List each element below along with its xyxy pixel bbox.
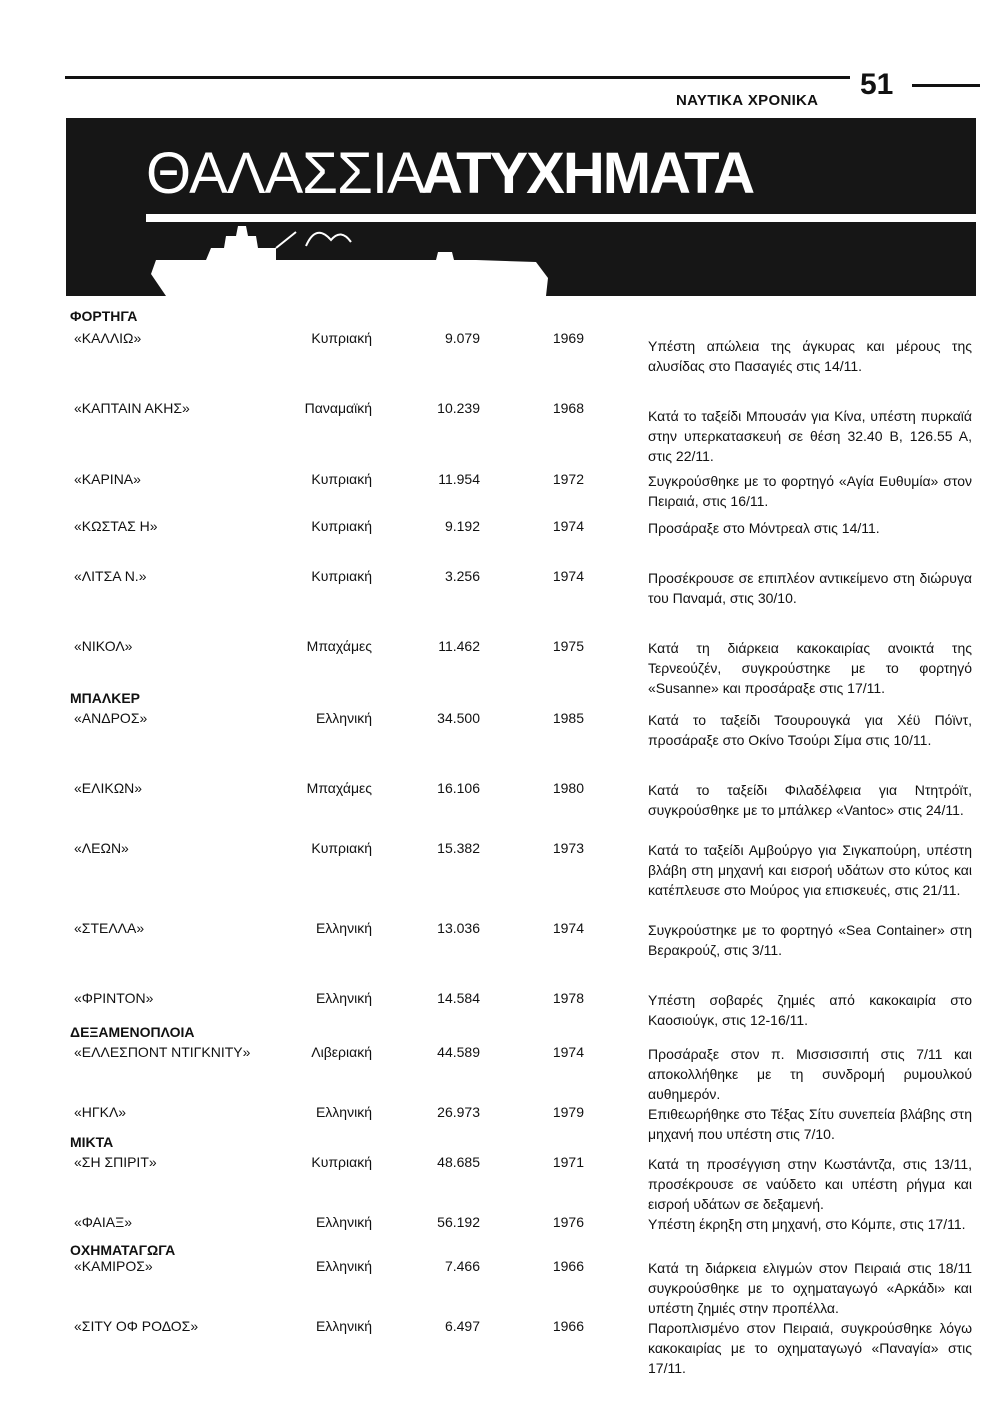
ship-flag: Ελληνική: [315, 1104, 372, 1120]
ship-flag: Ελληνική: [315, 1318, 372, 1334]
page-header: [0, 0, 1000, 110]
ship-name: «ΑΝΔΡΟΣ»: [74, 710, 148, 726]
ship-flag: Ελληνική: [315, 710, 372, 726]
ship-flag: Κυπριακή: [311, 568, 372, 584]
category-bulk: ΜΠΑΛΚΕΡ: [70, 690, 141, 706]
ship-tonnage: 56.192: [437, 1214, 480, 1230]
incident-description: Κατά το ταξείδι Φιλαδέλφεια για Ντητρόϊτ, συγκρούσθηκε με το μπάλκερ «Vantoc» στις 24/11.: [648, 782, 972, 818]
ship-flag: Κυπριακή: [311, 518, 372, 534]
ship-year: 1974: [552, 568, 584, 584]
ship-tonnage: 10.239: [437, 400, 480, 416]
incident-description: Κατά το ταξείδι Τσουρουγκά για Χέϋ Πόϊντ, προσάραξε στο Οκίνο Τσούρι Σίμα στις 10/11.: [648, 712, 972, 748]
ship-name: «ΣΤΕΛΛΑ»: [74, 920, 145, 936]
incident-description: Συγκρούσθηκε με το φορτηγό «Αγία Ευθυμία» στον Πειραιά, στις 16/11.: [648, 473, 972, 509]
title-light: ΘΑΛΑΣΣΙΑ: [146, 141, 425, 206]
ship-flag: Λιβεριακή: [311, 1044, 372, 1060]
ship-tonnage: 3.256: [444, 568, 480, 584]
ship-year: 1975: [552, 638, 584, 654]
title-bold: ΑΤΥΧΗΜΑΤΑ: [421, 141, 754, 206]
ship-year: 1985: [552, 710, 584, 726]
ship-flag: Παναμαϊκή: [304, 400, 372, 416]
incident-description: Κατά το ταξείδι Αμβούργο για Σιγκαπούρη, υπέστη βλάβη στη μηχανή και εισροή υδάτων στο κύτος και κατέπλευσε στο Μούρος για επισκευές, στις 21/11.: [648, 842, 972, 898]
ship-tonnage: 26.973: [437, 1104, 480, 1120]
category-cargo: ΦΟΡΤΗΓΑ: [70, 308, 138, 324]
incident-description: Υπέστη σοβαρές ζημιές από κακοκαιρία στο Καοσιούγκ, στις 12-16/11.: [648, 992, 972, 1028]
ship-name: «ΣΗ ΣΠΙΡΙΤ»: [74, 1154, 157, 1170]
ship-year: 1976: [552, 1214, 584, 1230]
ship-year: 1966: [552, 1258, 584, 1274]
category-mixed: ΜΙΚΤΑ: [70, 1134, 114, 1150]
ship-name: «ΛΕΩΝ»: [74, 840, 129, 856]
header-rule-right: [912, 84, 980, 87]
ship-tonnage: 13.036: [437, 920, 480, 936]
ship-tonnage: 6.497: [444, 1318, 480, 1334]
ship-name: «ΚΑΜΙΡΟΣ»: [74, 1258, 153, 1274]
ship-year: 1974: [552, 518, 584, 534]
ship-name: «ΗΓΚΛ»: [74, 1104, 127, 1120]
ship-name: «ΚΑΛΛΙΩ»: [74, 330, 142, 346]
ship-year: 1980: [552, 780, 584, 796]
page-number: 51: [860, 68, 894, 101]
ship-name: «ΦΡΙΝΤΟΝ»: [74, 990, 154, 1006]
incident-description: Επιθεωρήθηκε στο Τέξας Σίτυ συνεπεία βλάβης στη μηχανή που υπέστη στις 7/10.: [648, 1106, 972, 1142]
ship-name: «ΝΙΚΟΛ»: [74, 638, 133, 654]
ship-tonnage: 14.584: [437, 990, 480, 1006]
ship-name: «ΦΑΙΑΞ»: [74, 1214, 133, 1230]
ship-year: 1974: [552, 920, 584, 936]
header-rule-left: [65, 76, 850, 79]
ship-year: 1966: [552, 1318, 584, 1334]
ship-year: 1974: [552, 1044, 584, 1060]
ship-tonnage: 44.589: [437, 1044, 480, 1060]
ship-flag: Κυπριακή: [311, 1154, 372, 1170]
ship-year: 1979: [552, 1104, 584, 1120]
ship-name: «ΣΙΤΥ ΟΦ ΡΟΔΟΣ»: [74, 1318, 199, 1334]
ship-tonnage: 15.382: [437, 840, 480, 856]
ship-year: 1972: [552, 471, 584, 487]
ship-tonnage: 16.106: [437, 780, 480, 796]
incident-description: Παροπλισμένο στον Πειραιά, συγκρούσθηκε λόγω κακοκαιρίας με το οχηματαγωγό «Παναγία» στις 17/11.: [648, 1320, 972, 1376]
ship-tonnage: 11.462: [438, 638, 480, 654]
ship-silhouette-icon: [136, 218, 556, 296]
ship-tonnage: 7.466: [444, 1258, 480, 1274]
incident-description: Υπέστη απώλεια της άγκυρας και μέρους της αλυσίδας στο Πασαγιές στις 14/11.: [648, 338, 972, 374]
ship-name: «ΚΑΠΤΑΙΝ ΑΚΗΣ»: [74, 400, 190, 416]
ship-tonnage: 48.685: [437, 1154, 480, 1170]
incident-description: Κατά τη προσέγγιση στην Κωστάντζα, στις 13/11, προσέκρουσε σε ναύδετο και υπέστη ρήγμα και εισροή υδάτων σε δεξαμενή.: [648, 1156, 972, 1212]
ship-year: 1978: [552, 990, 584, 1006]
ship-name: «ΕΛΛΕΣΠΟΝΤ ΝΤΙΓΚΝΙΤΥ»: [74, 1044, 251, 1060]
incident-description: Συγκρούστηκε με το φορτηγό «Sea Container» στη Βερακρούζ, στις 3/11.: [648, 922, 972, 958]
ship-flag: Ελληνική: [315, 1258, 372, 1274]
ship-tonnage: 11.954: [438, 471, 480, 487]
incident-description: Προσάραξε στο Μόντρεαλ στις 14/11.: [648, 520, 880, 536]
ship-year: 1973: [552, 840, 584, 856]
ship-name: «ΕΛΙΚΩΝ»: [74, 780, 143, 796]
ship-flag: Ελληνική: [315, 920, 372, 936]
ship-flag: Μπαχάμες: [306, 780, 372, 796]
category-ferries: ΟΧΗΜΑΤΑΓΩΓΑ: [70, 1242, 176, 1258]
ship-flag: Κυπριακή: [311, 330, 372, 346]
ship-flag: Κυπριακή: [311, 471, 372, 487]
category-tankers: ΔΕΞΑΜΕΝΟΠΛΟΙΑ: [70, 1024, 195, 1040]
incident-description: Κατά τη διάρκεια κακοκαιρίας ανοικτά της Τερνεούζέν, συγκρούστηκε με το φορτηγό «Susanne» και προσάραξε στις 17/11.: [648, 640, 972, 696]
ship-year: 1971: [552, 1154, 584, 1170]
magazine-name: ΝΑΥΤΙΚΑ ΧΡΟΝΙΚΑ: [676, 92, 819, 109]
ship-year: 1968: [552, 400, 584, 416]
title-banner: [66, 118, 976, 296]
ship-tonnage: 34.500: [437, 710, 480, 726]
ship-flag: Κυπριακή: [311, 840, 372, 856]
incident-description: Προσάραξε στον π. Μισσισσιπή στις 7/11 και αποκολλήθηκε με τη συνδρομή ρυμουλκού αυθημερόν.: [648, 1046, 972, 1102]
incident-description: Κατά τη διάρκεια ελιγμών στον Πειραιά στις 18/11 συγκρούσθηκε με το οχηματαγωγό «Αρκάδι» και υπέστη ζημιές στην προπέλλα.: [648, 1260, 972, 1316]
incident-description: Υπέστη έκρηξη στη μηχανή, στο Κόμπε, στις 17/11.: [648, 1216, 966, 1232]
incident-description: Προσέκρουσε σε επιπλέον αντικείμενο στη διώρυγα του Παναμά, στις 30/10.: [648, 570, 972, 606]
ship-year: 1969: [552, 330, 584, 346]
incident-description: Κατά το ταξείδι Μπουσάν για Κίνα, υπέστη πυρκαϊά στην υπερκατασκευή σε θέση 32.40 Β, 126.55 Α, στις 22/11.: [648, 408, 972, 464]
ship-name: «ΚΩΣΤΑΣ Η»: [74, 518, 158, 534]
ship-flag: Μπαχάμες: [306, 638, 372, 654]
ship-name: «ΚΑΡΙΝΑ»: [74, 471, 141, 487]
ship-tonnage: 9.079: [444, 330, 480, 346]
ship-tonnage: 9.192: [444, 518, 480, 534]
ship-flag: Ελληνική: [315, 1214, 372, 1230]
ship-name: «ΛΙΤΣΑ Ν.»: [74, 568, 147, 584]
ship-flag: Ελληνική: [315, 990, 372, 1006]
